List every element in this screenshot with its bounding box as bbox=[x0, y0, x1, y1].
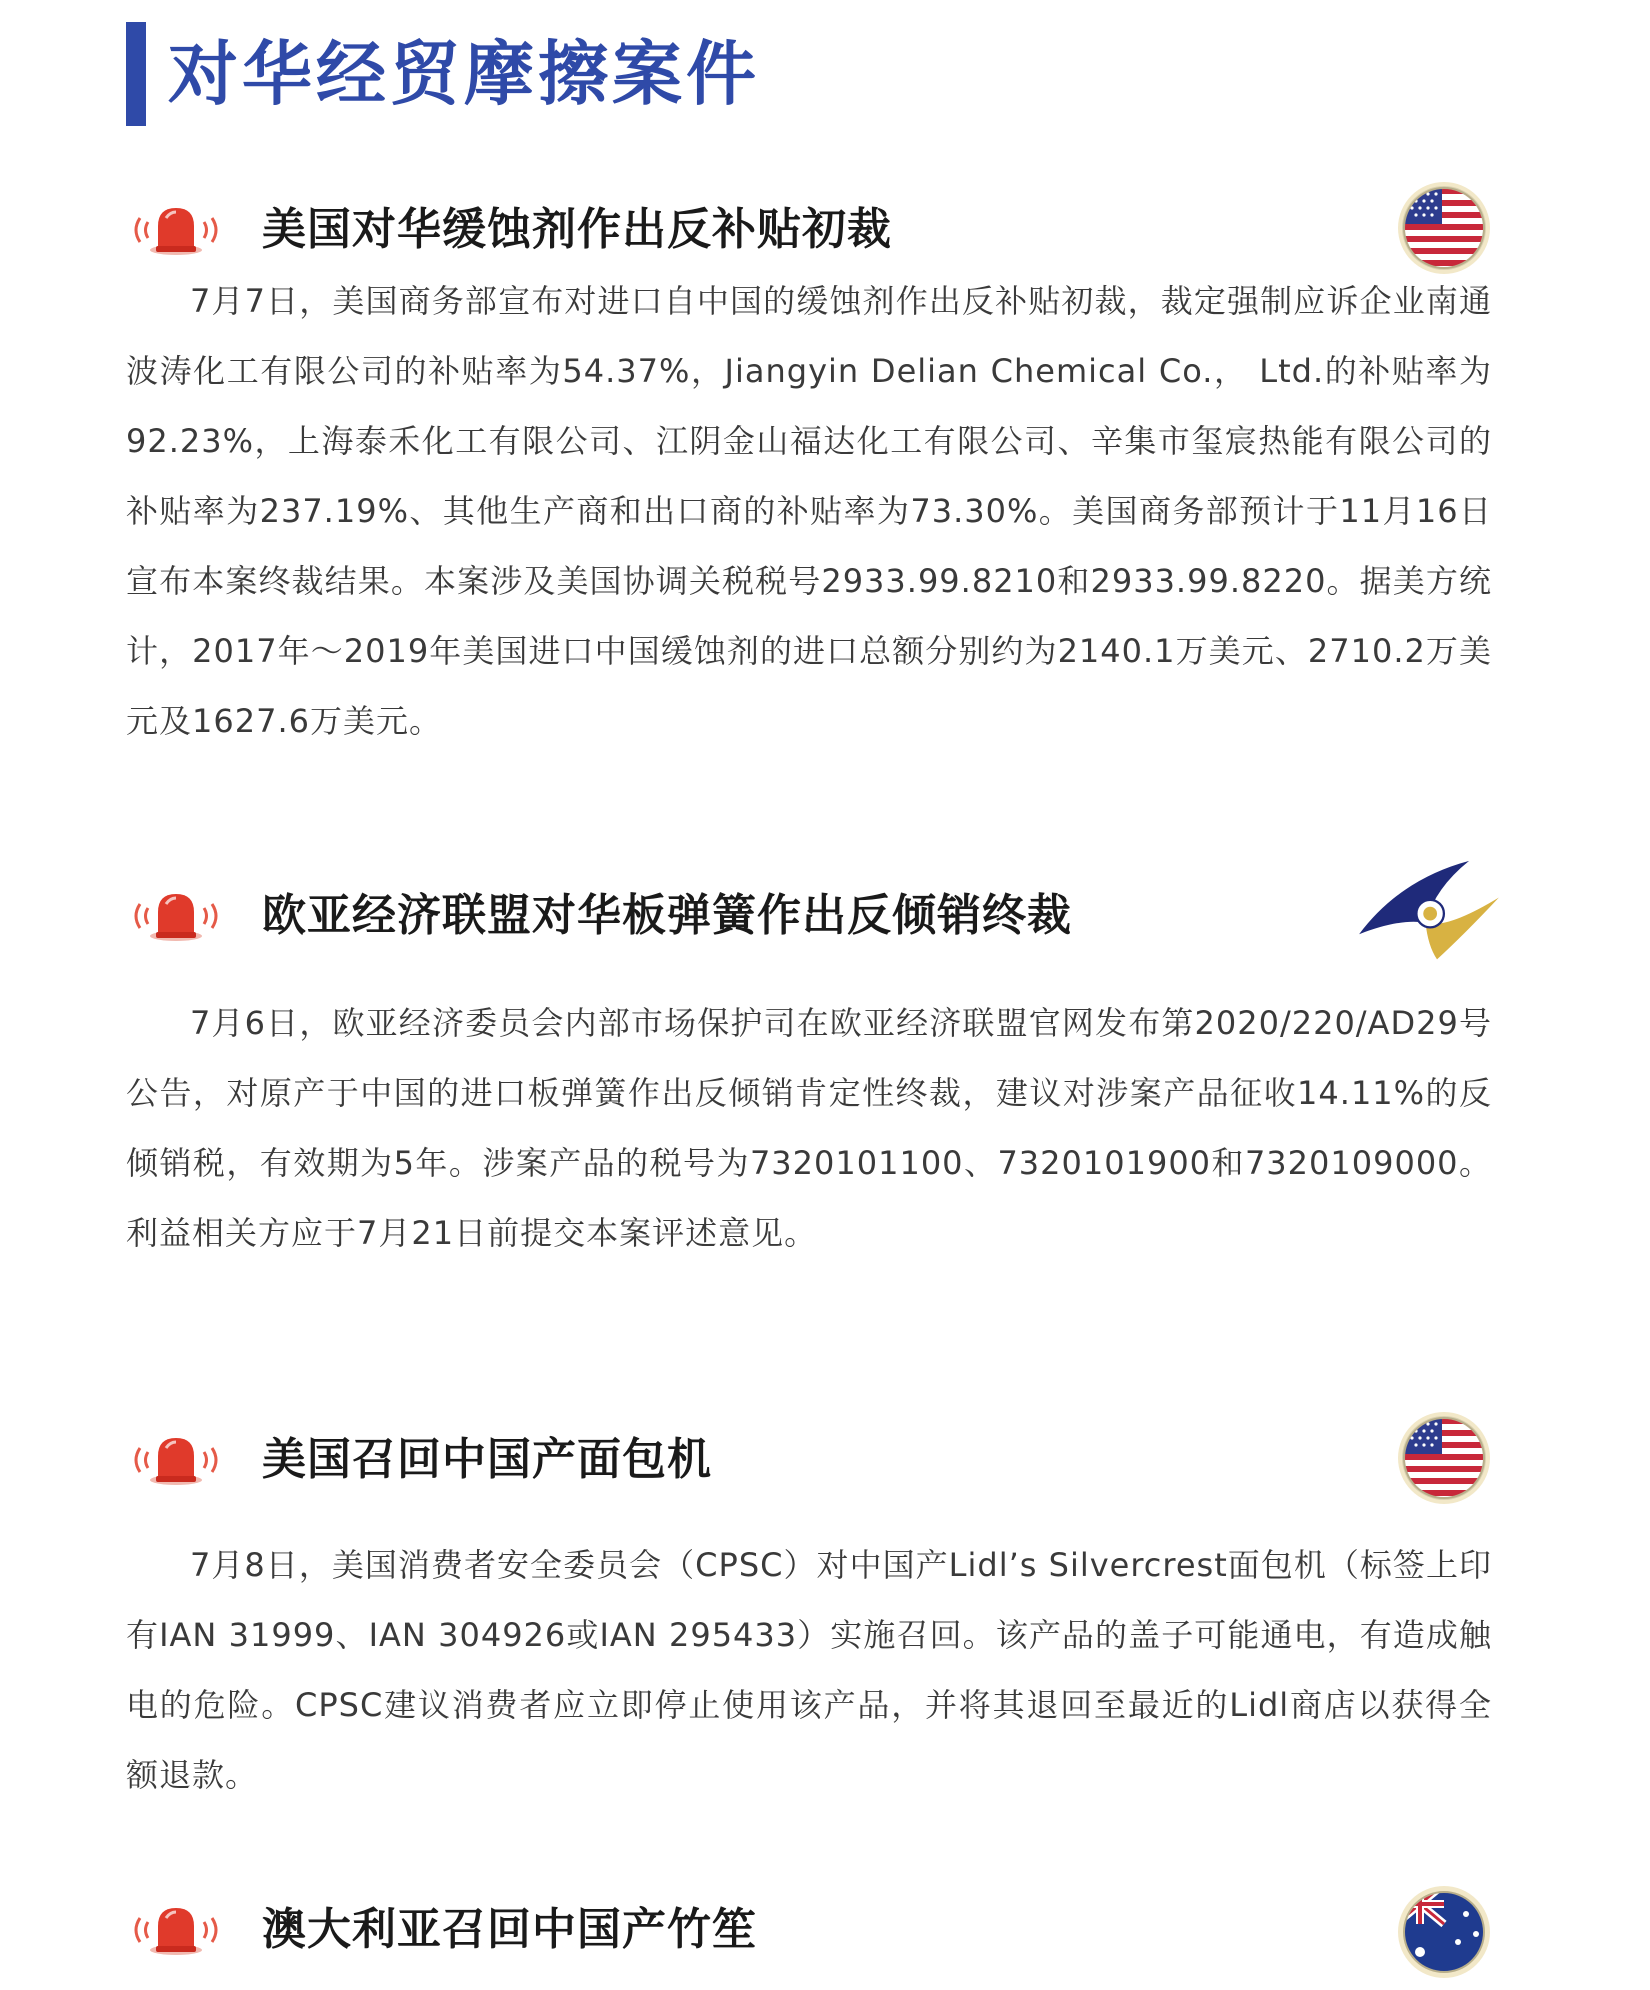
page-title: 对华经贸摩擦案件 bbox=[168, 33, 760, 115]
case-header bbox=[126, 1880, 1492, 1990]
case-item bbox=[126, 1410, 1492, 1794]
au-flag-icon bbox=[1396, 1884, 1492, 1980]
case-title: 美国对华缓蚀剂作出反补贴初裁 bbox=[262, 204, 892, 255]
eaeu-emblem-icon bbox=[1354, 854, 1504, 964]
case-body: 7月7日，美国商务部宣布对进口自中国的缓蚀剂作出反补贴初裁，裁定强制应诉企业南通波涛化工有限公司的补贴率为54.37%，Jiangyin Delian Chemical Co.， Ltd.的补贴率为92.23%，上海泰禾化工有限公司、江阴金山福达化工有限公司、辛集市玺宸热能有限公司的补贴率为237.19%、其他生产商和出口商的补贴率为73.30%。美国商务部预计于11月16日宣布本案终裁结果。本案涉及美国协调关税税号2933.99.8210和2933.99.8220。据美方统计，2017年～2019年美国进口中国缓蚀剂的进口总额分别约为2140.1万美元、2710.2万美元及1627.6万美元。 bbox=[126, 282, 1492, 740]
us-flag-icon bbox=[1396, 1410, 1492, 1506]
case-item bbox=[126, 866, 1492, 1252]
alarm-icon bbox=[126, 200, 226, 260]
case-header bbox=[126, 866, 1492, 976]
alarm-icon bbox=[126, 1430, 226, 1490]
page-header bbox=[126, 22, 760, 126]
case-body: 7月6日，欧亚经济委员会内部市场保护司在欧亚经济联盟官网发布第2020/220/AD29号公告，对原产于中国的进口板弹簧作出反倾销肯定性终裁，建议对涉案产品征收14.11%的反倾销税，有效期为5年。涉案产品的税号为7320101100、7320101900和7320109000。利益相关方应于7月21日前提交本案评述意见。 bbox=[126, 1004, 1492, 1252]
case-item bbox=[126, 1880, 1492, 1990]
us-flag-icon bbox=[1396, 180, 1492, 276]
case-title: 美国召回中国产面包机 bbox=[262, 1434, 712, 1485]
alarm-icon bbox=[126, 1900, 226, 1960]
case-title: 欧亚经济联盟对华板弹簧作出反倾销终裁 bbox=[262, 890, 1072, 941]
case-title: 澳大利亚召回中国产竹笙 bbox=[262, 1904, 757, 1955]
case-item bbox=[126, 180, 1492, 740]
case-header bbox=[126, 1410, 1492, 1520]
case-body: 7月8日，美国消费者安全委员会（CPSC）对中国产Lidl’s Silvercrest面包机（标签上印有IAN 31999、IAN 304926或IAN 295433）实施召回。该产品的盖子可能通电，有造成触电的危险。CPSC建议消费者应立即停止使用该产品，并将其退回至最近的Lidl商店以获得全额退款。 bbox=[126, 1546, 1492, 1794]
header-accent-bar bbox=[126, 22, 146, 126]
alarm-icon bbox=[126, 886, 226, 946]
